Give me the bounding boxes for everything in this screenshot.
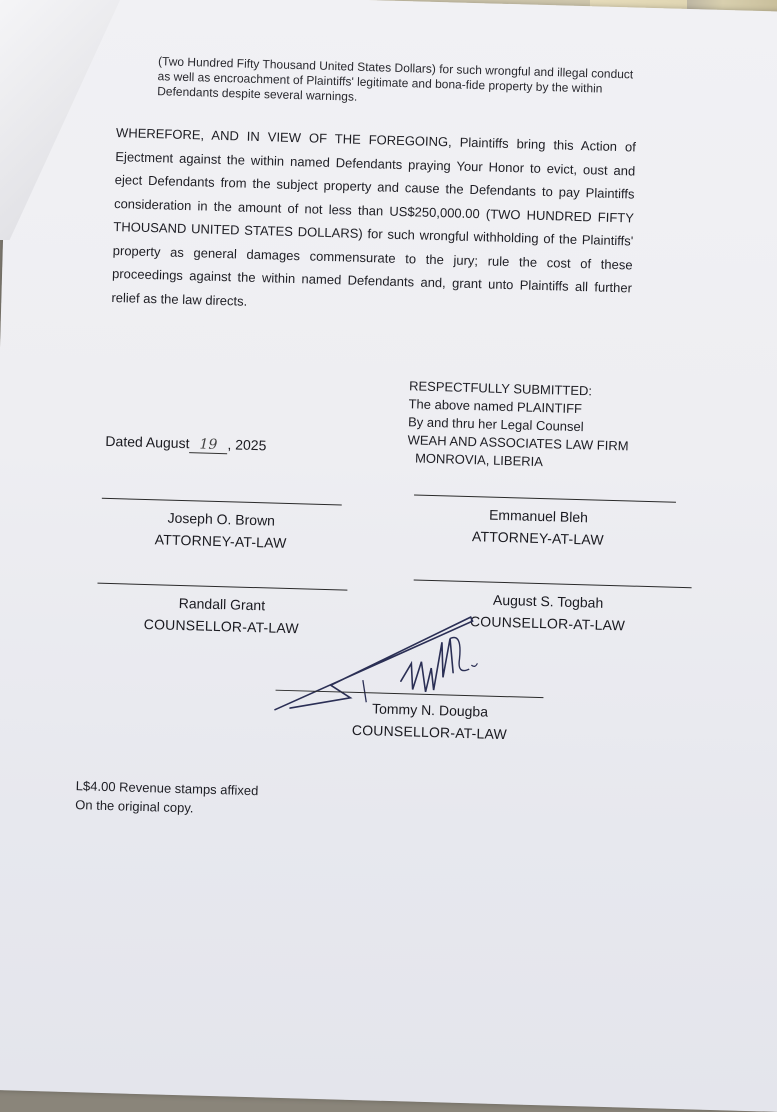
signatory-name: August S. Togbah xyxy=(492,591,604,611)
signatory-dougba xyxy=(329,699,530,743)
signatory-title: COUNSELLOR-AT-LAW xyxy=(143,615,300,637)
signature-line-grant xyxy=(97,583,347,591)
dated-line xyxy=(105,433,266,455)
paragraph-continuation: (Two Hundred Fifty Thousand United States Dollars) for such wrongful and illegal conduct as well as encroachment of Plaintiffs' legitimate and bona-fide property by the within Defendants despite several warnings. xyxy=(157,54,634,104)
signatory-name: Joseph O. Brown xyxy=(167,509,276,529)
stamps-note-line1: L$4.00 Revenue stamps affixed xyxy=(75,778,259,799)
signatory-name: Tommy N. Dougba xyxy=(371,700,489,720)
signatory-title: COUNSELLOR-AT-LAW xyxy=(469,613,626,634)
signatory-title: ATTORNEY-AT-LAW xyxy=(471,528,605,548)
firm-location: MONROVIA, LIBERIA xyxy=(414,450,544,470)
dated-prefix: Dated August xyxy=(105,432,190,452)
handwritten-day: 19 xyxy=(189,436,227,454)
signatory-name: Randall Grant xyxy=(178,594,266,614)
signatory-name: Emmanuel Bleh xyxy=(488,506,589,526)
revenue-stamps-note xyxy=(75,776,259,819)
law-firm-name: WEAH AND ASSOCIATES LAW FIRM xyxy=(407,432,629,454)
submission-counsel: By and thru her Legal Counsel xyxy=(407,414,584,435)
wherefore-paragraph: WHEREFORE, AND IN VIEW OF THE FOREGOING, Plaintiffs bring this Action of Ejectment against the within named Defendants praying Your Honor to evict, oust and eject Defendants from the subject property and cause the Defendants to pay Plaintiffs consideration in the amount of not less than US$250,000.00 (TWO HUNDRED FIFTY THOUSAND UNITED STATES DOLLARS) for such wrongful withholding of the Plaintiffs' property as general damages commensurate to the jury; rule the cost of these proceedings against the within named Defendants and, grant unto Plaintiffs all further relief as the law directs. xyxy=(111,125,637,309)
submission-plaintiff: The above named PLAINTIFF xyxy=(408,396,583,417)
signatory-title: ATTORNEY-AT-LAW xyxy=(154,531,287,551)
signature-line-togbah xyxy=(414,580,692,589)
stamps-note-line2: On the original copy. xyxy=(75,797,194,816)
signatory-title: COUNSELLOR-AT-LAW xyxy=(351,721,508,743)
signatory-brown xyxy=(101,508,342,553)
signatory-bleh xyxy=(413,504,664,549)
dated-year: , 2025 xyxy=(227,436,267,454)
submission-heading: RESPECTFULLY SUBMITTED: xyxy=(408,378,593,399)
signature-line-brown xyxy=(102,498,342,506)
submission-block xyxy=(407,377,630,473)
signature-line-bleh xyxy=(414,494,676,502)
